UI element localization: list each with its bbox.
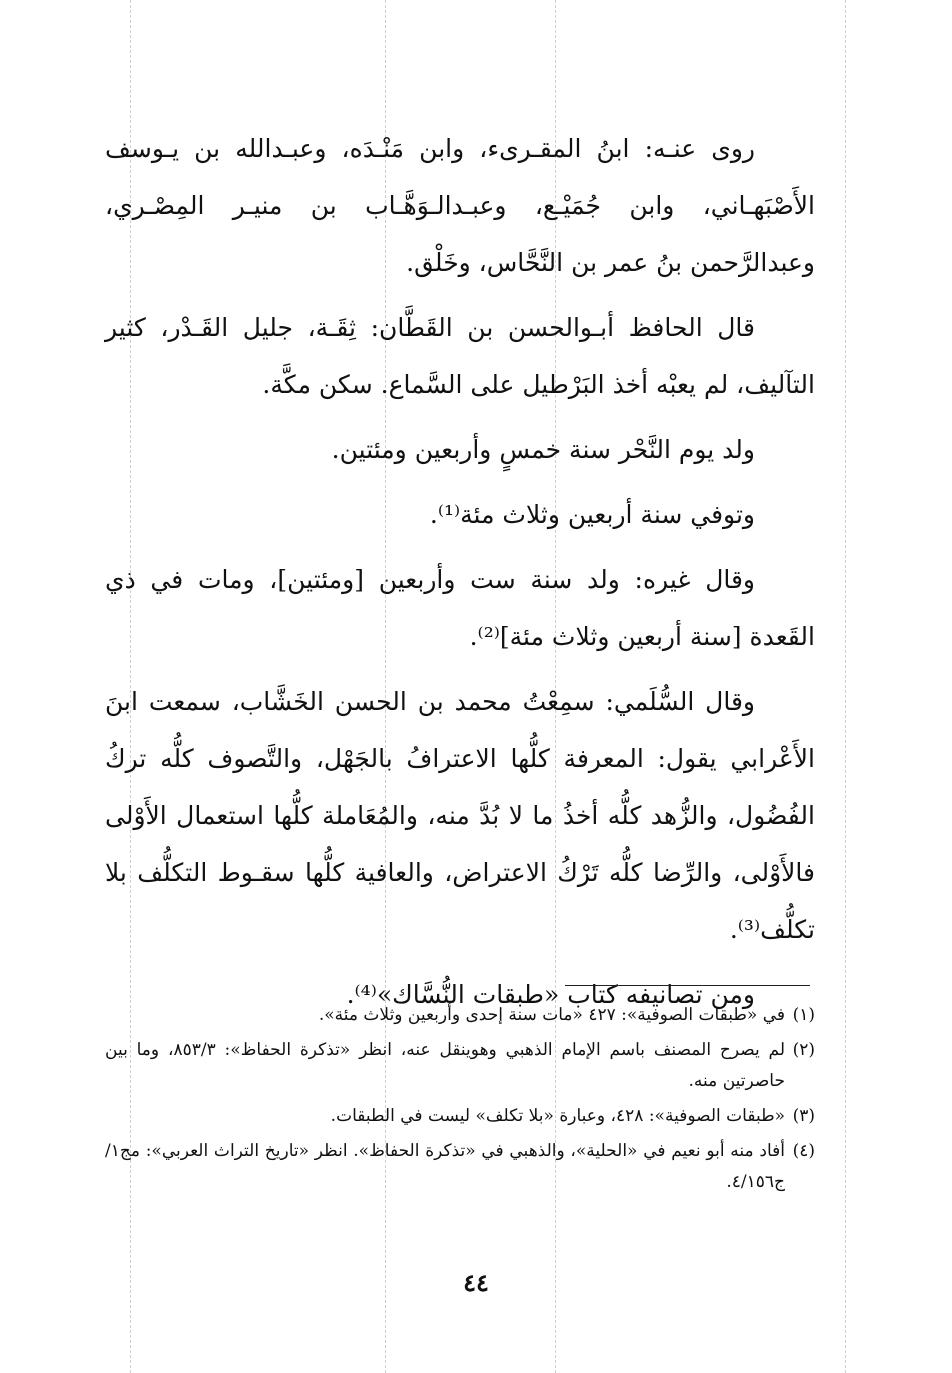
footnote [105, 1136, 815, 1198]
paragraph-sulami-quote: وقال السُّلَمي: سمِعْتُ محمد بن الحسن الخَشَّاب، سمعت ابنَ الأَعْرابي يقول: المعرفة كلُّها الاعترافُ بالجَهْل، والتَّصوف كلُّه تركُ الفُضُول، والزُّهد كلُّه أخذُ ما لا بُدَّ منه، والمُعَاملة كلُّها استعمال الأَوْلى فالأَوْلى، والرِّضا كلُّه تَرْكُ الاعتراض، والعافية كلُّها سقـوط التكلُّف بلا تكلُّف⁽³⁾. [105, 687, 816, 944]
footnote-separator [565, 985, 810, 986]
footnote-text: «طبقات الصوفية»: ٤٢٨، وعبارة «بلا تكلف» ليست في الطبقات. [330, 1106, 785, 1126]
paragraph-birth: ولد يوم النَّحْر سنة خمسٍ وأربعين ومئتين. [331, 435, 755, 464]
footnote-number: (٣) [792, 1106, 815, 1126]
paragraph-other-report: وقال غيره: ولد سنة ست وأربعين [ومئتين]، ومات في ذي القَعدة [سنة أربعين وثلاث مئة]⁽²⁾. [105, 565, 815, 651]
footnote-number: (١) [792, 1005, 815, 1025]
footnote-number: (٤) [792, 1141, 815, 1161]
paragraph-ibn-qattan: قال الحافظ أبـوالحسن بن القَطَّان: ثِقَـة، جليل القَـدْر، كثير التآليف، لم يعبْه أخذ البَرْطيل على السَّماع. سكن مكَّة. [105, 313, 815, 399]
footnote [105, 1035, 815, 1097]
footnote-text: أفاد منه أبو نعيم في «الحلية»، والذهبي في «تذكرة الحفاظ». انظر «تاريخ التراث العربي»: مج١/ج٤/١٥٦. [105, 1141, 785, 1192]
paragraph-death: وتوفي سنة أربعين وثلاث مئة⁽¹⁾. [429, 500, 755, 529]
footnote-number: (٢) [792, 1040, 816, 1060]
footnote-text: لم يصرح المصنف باسم الإمام الذهبي وهوينقل عنه، انظر «تذكرة الحفاظ»: ٨٥٣/٣، وما بين حاصرتين منه. [105, 1040, 786, 1091]
footnotes [105, 1000, 815, 1202]
scan-artifact-line [845, 0, 846, 1373]
page-number: ٤٤ [463, 1268, 489, 1297]
main-text [105, 120, 815, 1031]
paragraph-works: ومن تصانيفه كتاب «طبقات النُّسَّاك»⁽⁴⁾. [346, 980, 755, 1009]
footnote-text: في «طبقات الصوفية»: ٤٢٧ «مات سنة إحدى وأربعين وثلاث مئة». [318, 1005, 785, 1025]
footnote [105, 1101, 815, 1132]
footnote [105, 1000, 815, 1031]
paragraph-narrators: روى عنـه: ابنُ المقـرىء، وابن مَنْـدَه، وعبـدالله بن يـوسف الأَصْبَهـاني، وابن جُمَيْـع، وعبـدالـوَهَّـاب بن منيـر المِصْـري، وعبدالرَّحمن بنُ عمر بن النَّحَّاس، وخَلْق. [105, 134, 815, 277]
